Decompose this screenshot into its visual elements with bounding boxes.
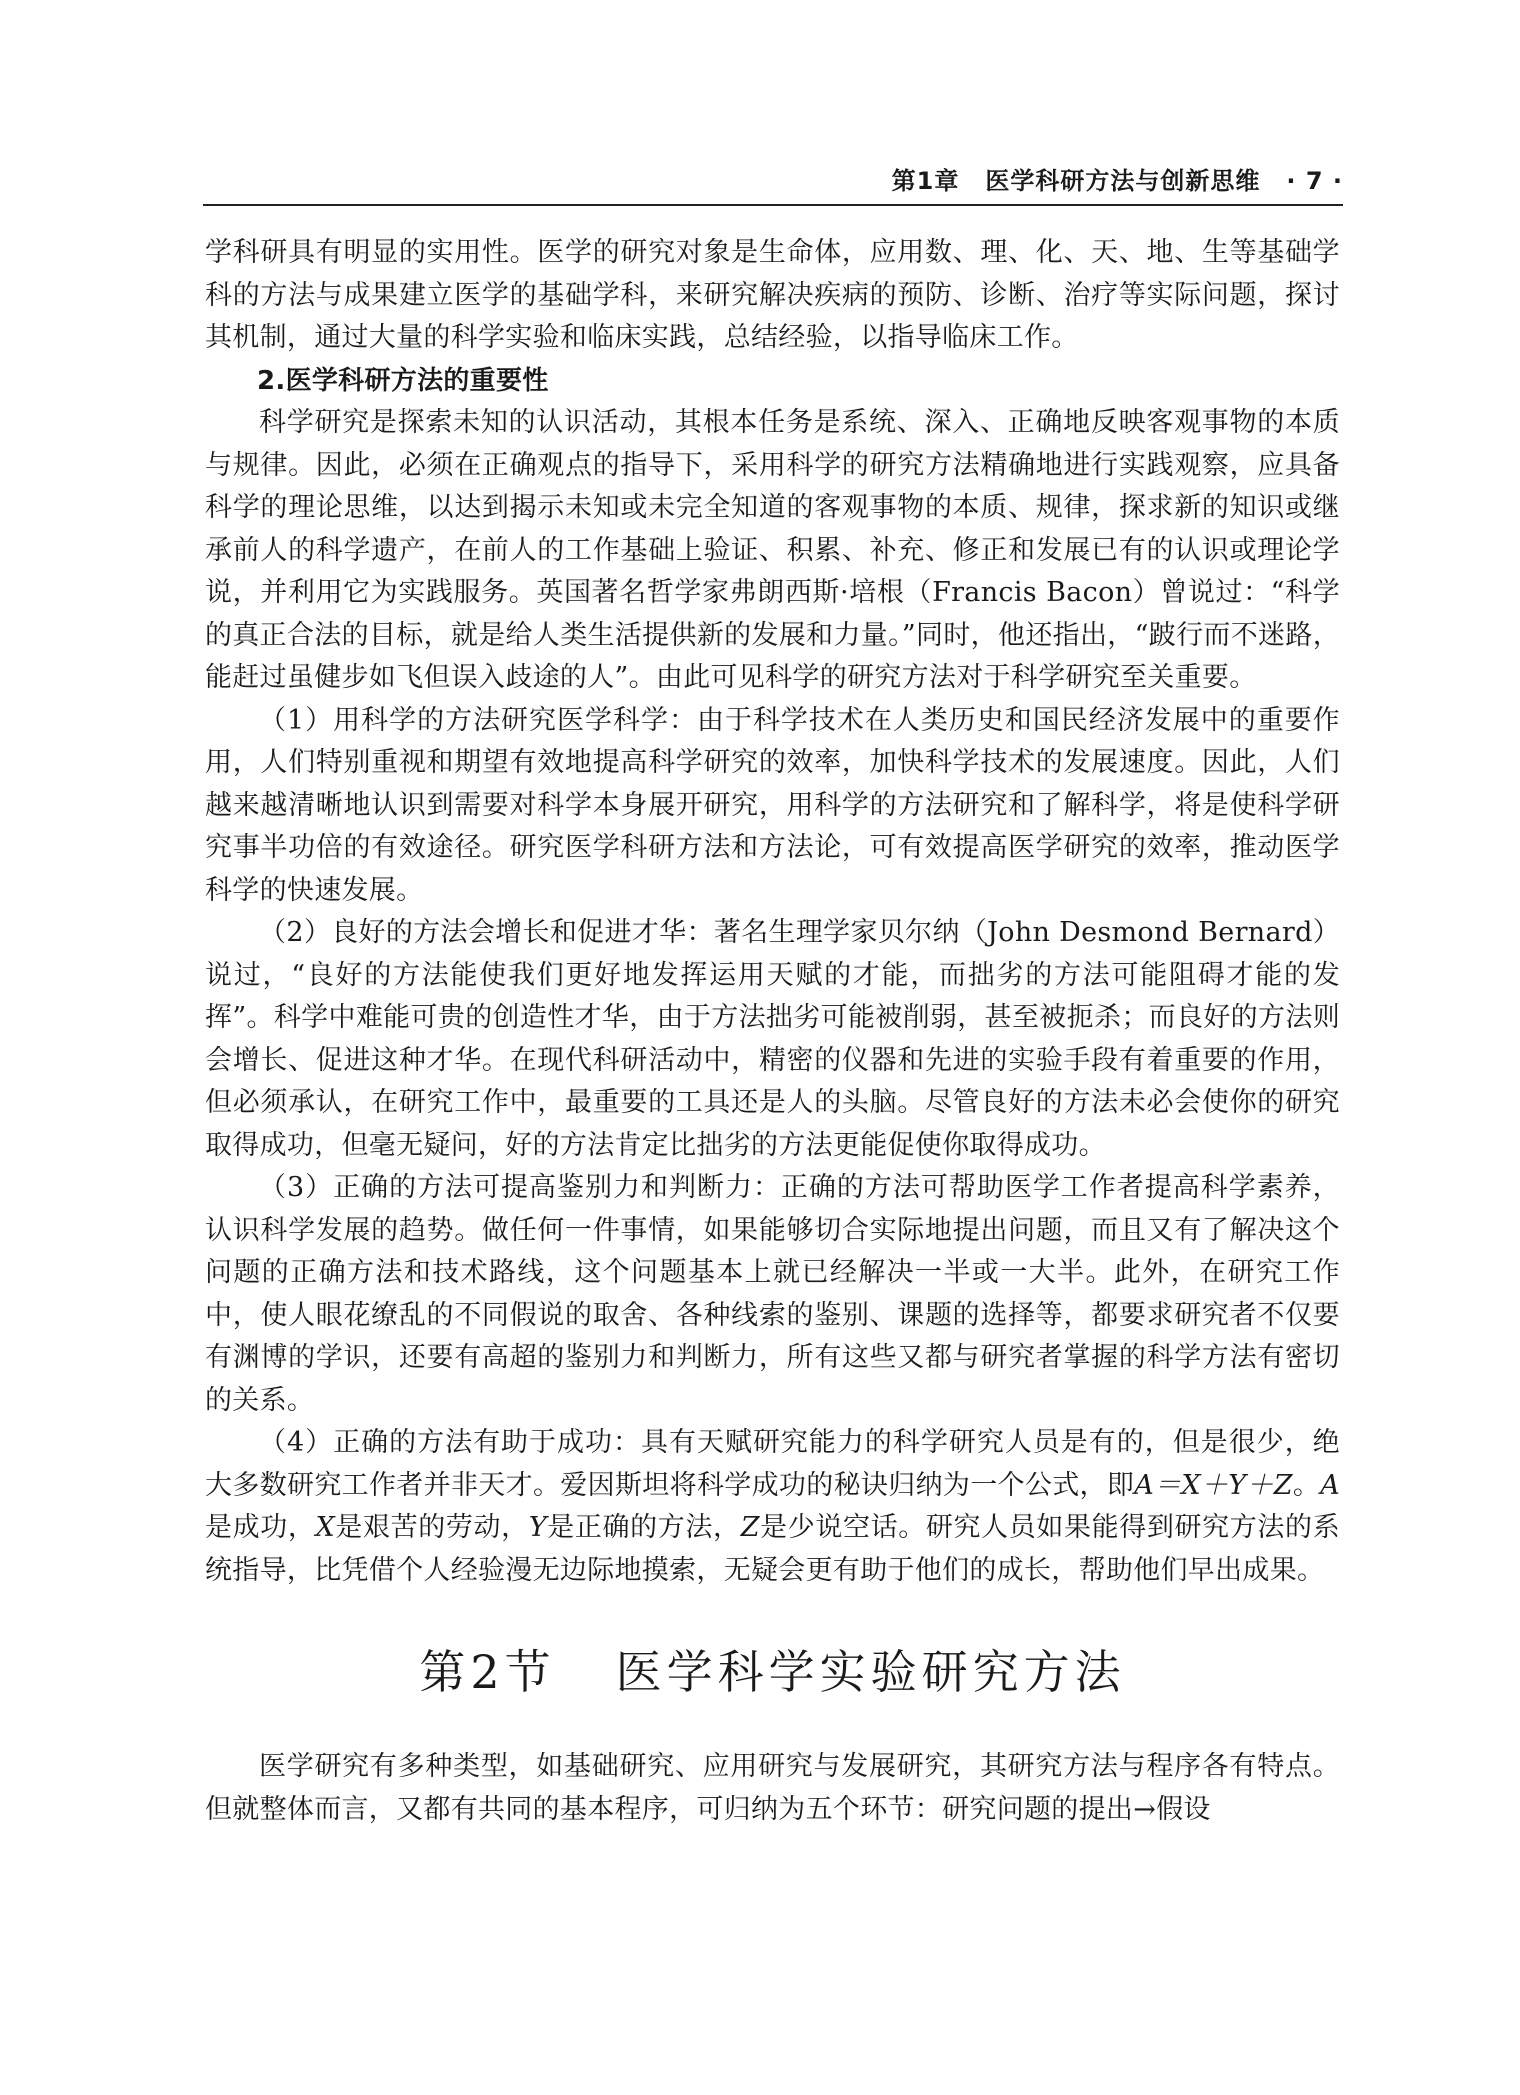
einstein-formula: A＝X＋Y＋Z	[1134, 1469, 1293, 1501]
paragraph-item-1: （1）用科学的方法研究医学科学：由于科学技术在人类历史和国民经济发展中的重要作用，人们特别重视和期望有效地提高科学研究的效率，加快科学技术的发展速度。因此，人们越来越清晰地认识到需要对科学本身展开研究，用科学的方法研究和了解科学，将是使科学研究事半功倍的有效途径。研究医学科研方法和方法论，可有效提高医学研究的效率，推动医学科学的快速发展。	[205, 704, 1340, 906]
paragraph-importance: 科学研究是探索未知的认识活动，其根本任务是系统、深入、正确地反映客观事物的本质与规律。因此，必须在正确观点的指导下，采用科学的研究方法精确地进行实践观察，应具备科学的理论思维，以达到揭示未知或未完全知道的客观事物的本质、规律，探求新的知识或继承前人的科学遗产，在前人的工作基础上验证、积累、补充、修正和发展已有的认识或理论学说，并利用它为实践服务。英国著名哲学家弗朗西斯·培根（Francis Bacon）曾说过：“科学的真正合法的目标，就是给人类生活提供新的发展和力量。”同时，他还指出，“跛行而不迷路，能赶过虽健步如飞但误入歧途的人”。由此可见科学的研究方法对于科学研究至关重要。	[205, 407, 1340, 693]
paragraph-continuation: 学科研具有明显的实用性。医学的研究对象是生命体，应用数、理、化、天、地、生等基础学科的方法与成果建立医学的基础学科，来研究解决疾病的预防、诊断、治疗等实际问题，探讨其机制，通过大量的科学实验和临床实践，总结经验，以指导临床工作。	[205, 237, 1340, 353]
paragraph-section-intro: 医学研究有多种类型，如基础研究、应用研究与发展研究，其研究方法与程序各有特点。但就整体而言，又都有共同的基本程序，可归纳为五个环节：研究问题的提出→假设	[205, 1751, 1340, 1825]
subheading-importance: 2.医学科研方法的重要性	[257, 365, 549, 396]
section-heading	[205, 1642, 1340, 1702]
page-body	[205, 232, 1340, 1831]
variable-z: Z	[740, 1512, 760, 1543]
section-number: 第2节	[419, 1645, 556, 1699]
paragraph-item-3: （3）正确的方法可提高鉴别力和判断力：正确的方法可帮助医学工作者提高科学素养，认识科学发展的趋势。做任何一件事情，如果能够切合实际地提出问题，而且又有了解决这个问题的正确方法和技术路线，这个问题基本上就已经解决一半或一大半。此外，在研究工作中，使人眼花缭乱的不同假说的取舍、各种线索的鉴别、课题的选择等，都要求研究者不仅要有渊博的学识，还要有高超的鉴别力和判断力，所有这些又都与研究者掌握的科学方法有密切的关系。	[205, 1172, 1340, 1416]
item-4-text-e: 是正确的方法，	[546, 1512, 741, 1543]
variable-a: A	[1320, 1469, 1341, 1501]
section-title: 医学科学实验研究方法	[615, 1645, 1126, 1699]
item-4-text-a: （4）正确的方法有助于成功：具有天赋研究能力的科学研究人员是有的，但是很少，绝大多数研究工作者并非天才。爱因斯坦将科学成功的秘诀归纳为一个公式，即	[205, 1427, 1340, 1501]
variable-y: Y	[528, 1512, 547, 1543]
item-4-text-c: 是成功，	[205, 1512, 316, 1543]
page-number: · 7 ·	[1286, 167, 1343, 195]
running-header	[203, 166, 1343, 206]
chapter-title: 医学科研方法与创新思维	[985, 167, 1261, 195]
chapter-number: 第1章	[891, 167, 960, 195]
paragraph-item-4	[205, 1422, 1340, 1592]
item-4-text-b: 。	[1292, 1469, 1321, 1501]
item-4-text-f: 是少说空话。研究人员如果能得到研究方法的系统指导，比凭借个人经验漫无边际地摸索，无疑会更有助于他们的成长，帮助他们早出成果。	[205, 1512, 1340, 1586]
variable-x: X	[315, 1512, 336, 1543]
item-4-text-d: 是艰苦的劳动，	[335, 1512, 529, 1543]
paragraph-item-2: （2）良好的方法会增长和促进才华：著名生理学家贝尔纳（John Desmond Bernard）说过，“良好的方法能使我们更好地发挥运用天赋的才能，而拙劣的方法可能阻碍才能的发挥”。科学中难能可贵的创造性才华，由于方法拙劣可能被削弱，甚至被扼杀；而良好的方法则会增长、促进这种才华。在现代科研活动中，精密的仪器和先进的实验手段有着重要的作用，但必须承认，在研究工作中，最重要的工具还是人的头脑。尽管良好的方法未必会使你的研究取得成功，但毫无疑问，好的方法肯定比拙劣的方法更能促使你取得成功。	[205, 917, 1340, 1161]
